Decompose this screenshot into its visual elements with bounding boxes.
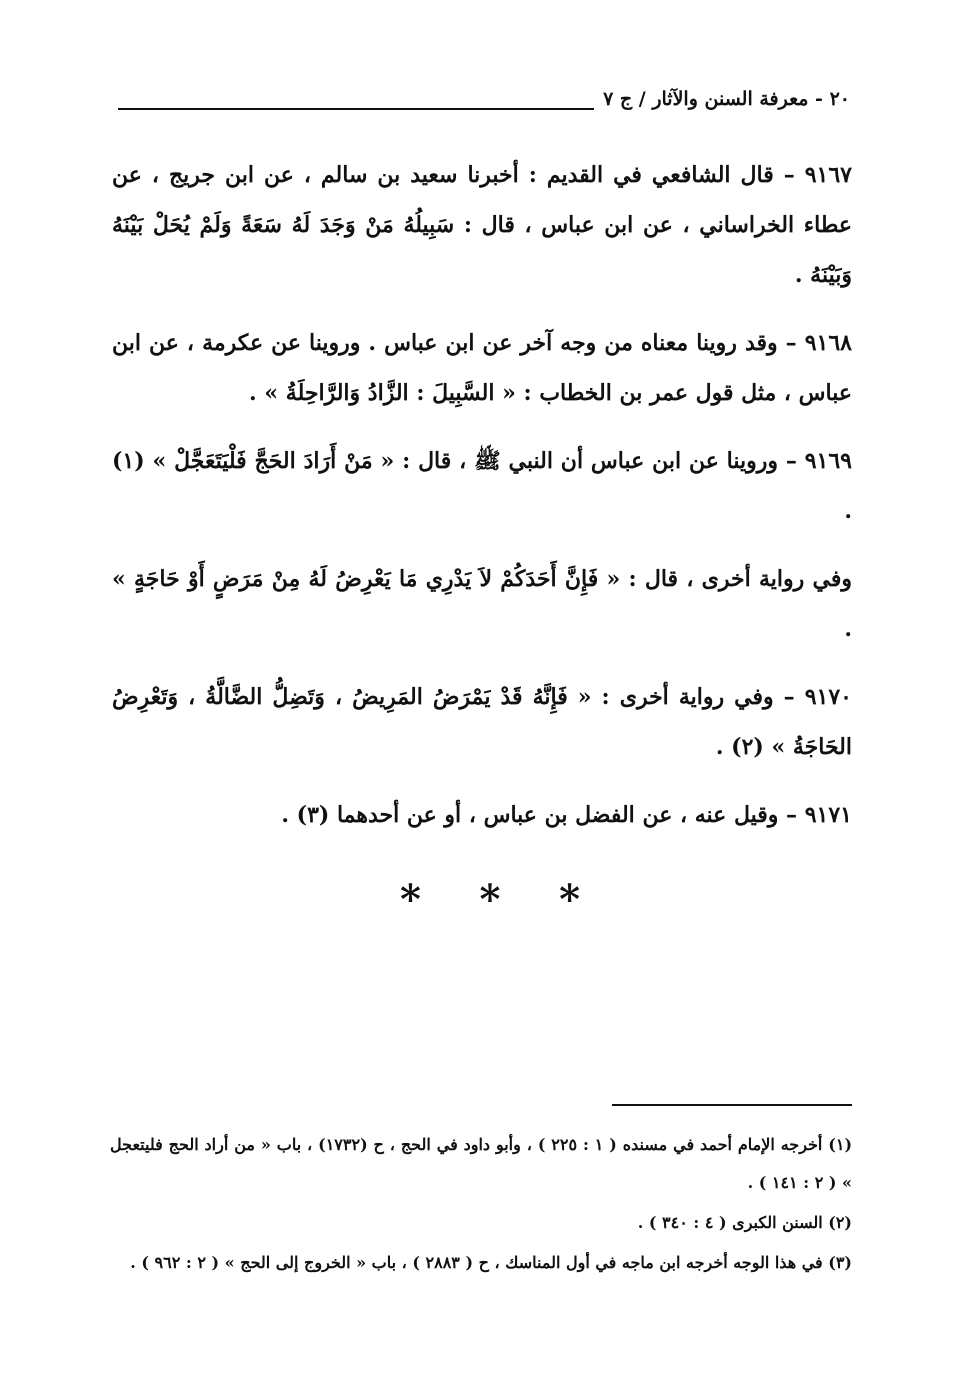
book-title: معرفة السنن والآثار / ج ٧: [603, 88, 809, 110]
page-number: ٢٠: [829, 88, 850, 110]
footnote-3: (٣) في هذا الوجه أخرجه ابن ماجه في أول المناسك ، ح ( ٢٨٨٣ ) ، باب « الخروج إلى الحج » ( ٢ : ٩٦٢ ) .: [130, 1253, 852, 1272]
footnotes: [110, 1126, 852, 1284]
hadith-number: ٩١٦٩: [804, 448, 852, 474]
page-header: [118, 88, 850, 122]
header-dash: -: [808, 88, 823, 110]
paragraph-9170: [112, 672, 852, 772]
paragraph-text: – وروينا عن ابن عباس أن النبي ﷺ ، قال : « مَنْ أَرَادَ الحَجَّ فَلْيَتَعَجَّلْ » (١) .: [112, 448, 852, 524]
separator-star: *: [559, 876, 580, 923]
separator-star: *: [400, 876, 421, 923]
hadith-number: ٩١٧٠: [804, 684, 852, 710]
header-text: [603, 88, 850, 110]
section-separator: [400, 876, 580, 923]
main-text: [112, 150, 852, 858]
paragraph-9171: [112, 790, 852, 840]
separator-star: *: [479, 876, 501, 923]
hadith-number: ٩١٦٧: [804, 162, 852, 188]
paragraph-text: – قال الشافعي في القديم : أخبرنا سعيد بن سالم ، عن ابن جريج ، عن عطاء الخراساني ، عن ابن عباس ، قال : سَبِيلُهُ مَنْ وَجَدَ لَهُ سَعَةً وَلَمْ يُحَلْ بَيْنَهُ وَبَيْنَهُ .: [112, 162, 852, 288]
paragraph-other-narration: [112, 554, 852, 654]
footnote-2: (٢) السنن الكبرى ( ٤ : ٣٤٠ ) .: [637, 1213, 852, 1232]
footnote-rule: [612, 1104, 852, 1106]
hadith-number: ٩١٦٨: [804, 330, 852, 356]
paragraph-9168: [112, 318, 852, 418]
footnote-1: (١) أخرجه الإمام أحمد في مسنده ( ١ : ٢٢٥ ) ، وأبو داود في الحج ، ح (١٧٣٢) ، باب « من أراد الحج فليتعجل » ( ٢ : ١٤١ ) .: [110, 1135, 853, 1192]
header-rule: [118, 108, 594, 110]
hadith-number: ٩١٧١: [804, 802, 852, 828]
paragraph-9169: [112, 436, 852, 536]
paragraph-text: – وقيل عنه ، عن الفضل بن عباس ، أو عن أحدهما (٣) .: [281, 802, 798, 828]
paragraph-text: – وفي رواية أخرى : « فَإِنَّهُ قَدْ يَمْرَضُ المَرِيضُ ، وَتَضِلُّ الضَّالَّةُ ، وَتَعْرِضُ الحَاجَةُ » (٢) .: [112, 684, 852, 760]
paragraph-text: – وقد روينا معناه من وجه آخر عن ابن عباس . وروينا عن عكرمة ، عن ابن عباس ، مثل قول عمر بن الخطاب : « السَّبِيلَ : الزَّادُ وَالرَّاحِلَةُ » .: [112, 330, 852, 406]
paragraph-9167: [112, 150, 852, 300]
paragraph-text: وفي رواية أخرى ، قال : « فَإِنَّ أَحَدَكُمْ لاَ يَدْرِي مَا يَعْرِضُ لَهُ مِنْ مَرَضٍ أَوْ حَاجَةٍ » .: [112, 566, 852, 642]
